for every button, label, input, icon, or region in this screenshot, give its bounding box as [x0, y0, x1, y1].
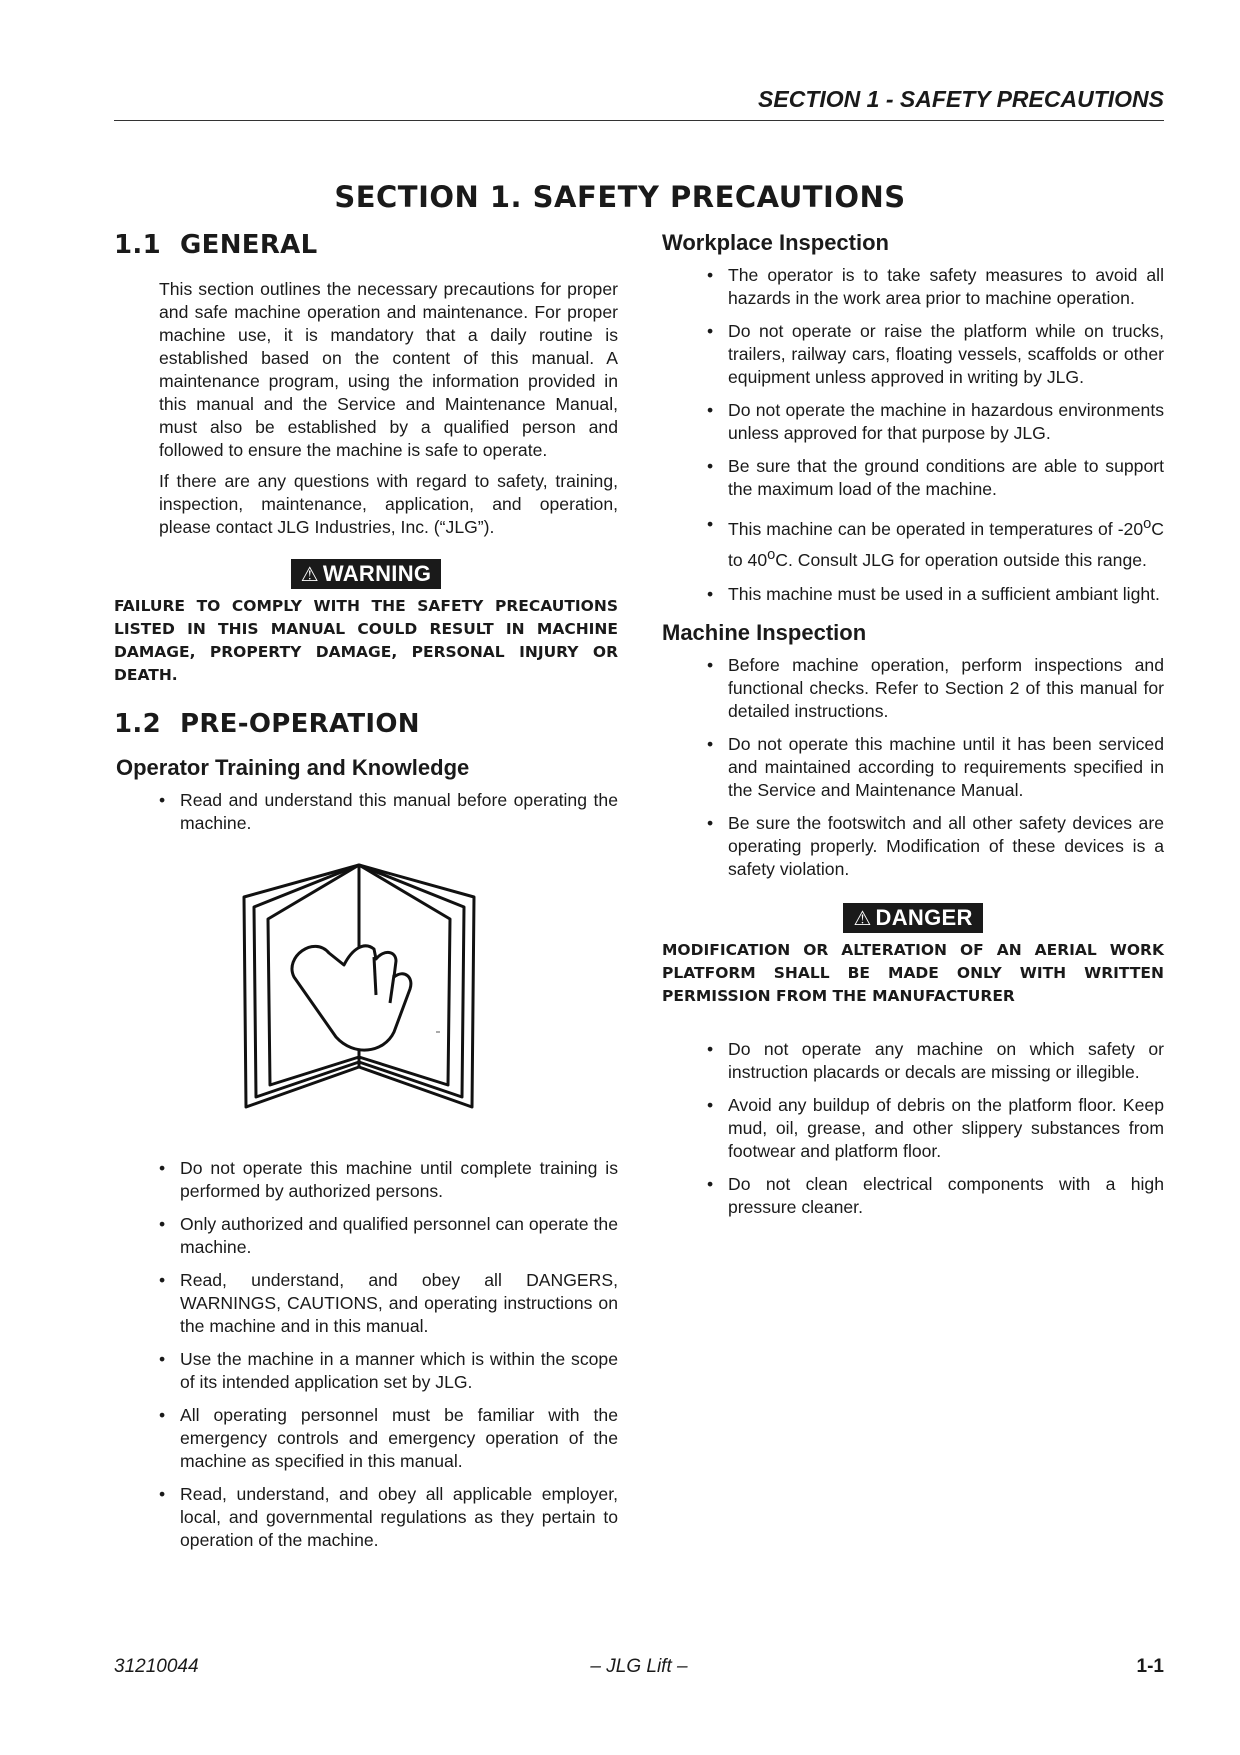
list-item: • Do not operate this machine until complete training is performed by authorized persons.: [114, 1157, 618, 1203]
right-column: [662, 230, 1164, 1229]
page-footer: [114, 1656, 1164, 1686]
list-item: • Read, understand, and obey all DANGERS, WARNINGS, CAUTIONS, and operating instructions on the machine and in this manual.: [114, 1269, 618, 1338]
list-item: • Do not operate or raise the platform while on trucks, trailers, railway cars, floating vessels, scaffolds or other equipment unless approved in writing by JLG.: [662, 320, 1164, 389]
list-item: • This machine must be used in a sufficient ambiant light.: [662, 583, 1164, 606]
after-danger-list: [662, 1038, 1164, 1219]
list-item: • The operator is to take safety measures to avoid all hazards in the work area prior to machine operation.: [662, 264, 1164, 310]
heading-operator-training: Operator Training and Knowledge: [116, 755, 470, 780]
heading-pre-operation: 1.2 PRE-OPERATION: [114, 709, 420, 739]
document-number: 31210044: [114, 1656, 199, 1677]
warning-box: [114, 559, 618, 687]
list-item: • Avoid any buildup of debris on the platform floor. Keep mud, oil, grease, and other slippery substances from footwear and platform floor.: [662, 1094, 1164, 1163]
warning-text: FAILURE TO COMPLY WITH THE SAFETY PRECAUTIONS LISTED IN THIS MANUAL COULD RESULT IN MACHINE DAMAGE, PROPERTY DAMAGE, PERSONAL INJURY OR DEATH.: [114, 597, 618, 684]
training-first-list: [114, 789, 618, 835]
training-list: [114, 1157, 618, 1552]
list-item: • Do not operate any machine on which safety or instruction placards or decals are missing or illegible.: [662, 1038, 1164, 1084]
list-item: • Be sure that the ground conditions are able to support the maximum load of the machine.: [662, 455, 1164, 501]
list-item: • Do not operate this machine until it has been serviced and maintained according to requirements specified in the Service and Maintenance Manual.: [662, 733, 1164, 802]
list-item: • Use the machine in a manner which is within the scope of its intended application set by JLG.: [114, 1348, 618, 1394]
list-item: • Do not clean electrical components with a high pressure cleaner.: [662, 1173, 1164, 1219]
heading-general: 1.1 GENERAL: [114, 230, 318, 260]
running-title: SECTION 1 - SAFETY PRECAUTIONS: [758, 86, 1164, 112]
page-title: SECTION 1. SAFETY PRECAUTIONS: [334, 180, 906, 214]
left-column: [114, 230, 618, 1562]
running-header: [114, 86, 1164, 121]
list-item: • Do not operate the machine in hazardous environments unless approved for that purpose by JLG.: [662, 399, 1164, 445]
warning-label: ⚠ WARNING: [291, 559, 442, 589]
warning-triangle-icon: ⚠: [300, 564, 319, 586]
heading-machine-inspection: Machine Inspection: [662, 619, 867, 645]
general-text: [114, 278, 618, 539]
list-item: • Before machine operation, perform inspections and functional checks. Refer to Section 2 of this manual for detailed instructions.: [662, 654, 1164, 723]
machine-list: [662, 654, 1164, 881]
list-item: • All operating personnel must be familiar with the emergency controls and emergency operation of the machine as specified in this manual.: [114, 1404, 618, 1473]
list-item: • Read and understand this manual before operating the machine.: [114, 789, 618, 835]
footer-brand: – JLG Lift –: [590, 1656, 688, 1677]
list-item: • Only authorized and qualified personnel can operate the machine.: [114, 1213, 618, 1259]
manual-book-illustration: [224, 857, 494, 1117]
page-number: 1-1: [1136, 1656, 1164, 1677]
heading-workplace-inspection: Workplace Inspection: [662, 230, 889, 255]
workplace-list: [662, 264, 1164, 606]
danger-box: [662, 903, 1164, 1008]
list-item: • This machine can be operated in temperatures of -20$^o$C to 40$^o$C. Consult JLG for operation outside this range.: [662, 511, 1164, 573]
danger-text: MODIFICATION OR ALTERATION OF AN AERIAL WORK PLATFORM SHALL BE MADE ONLY WITH WRITTEN PERMISSION FROM THE MANUFACTURER: [662, 940, 1164, 1005]
general-paragraph-1: This section outlines the necessary precautions for proper and safe machine operation and maintenance. For proper machine use, it is mandatory that a daily routine is established based on the content of this manual. A maintenance program, using the information provided in this manual and the Service and Maintenance Manual, must also be established by a qualified person and followed to ensure the machine is safe to operate.: [159, 279, 618, 460]
danger-label: ⚠ DANGER: [843, 903, 982, 933]
general-paragraph-2: If there are any questions with regard to safety, training, inspection, maintenance, application, and operation, please contact JLG Industries, Inc. (“JLG”).: [159, 471, 618, 537]
danger-triangle-icon: ⚠: [853, 907, 872, 930]
list-item: • Be sure the footswitch and all other safety devices are operating properly. Modification of these devices is a safety violation.: [662, 812, 1164, 881]
list-item: • Read, understand, and obey all applicable employer, local, and governmental regulations as they pertain to operation of the machine.: [114, 1483, 618, 1552]
